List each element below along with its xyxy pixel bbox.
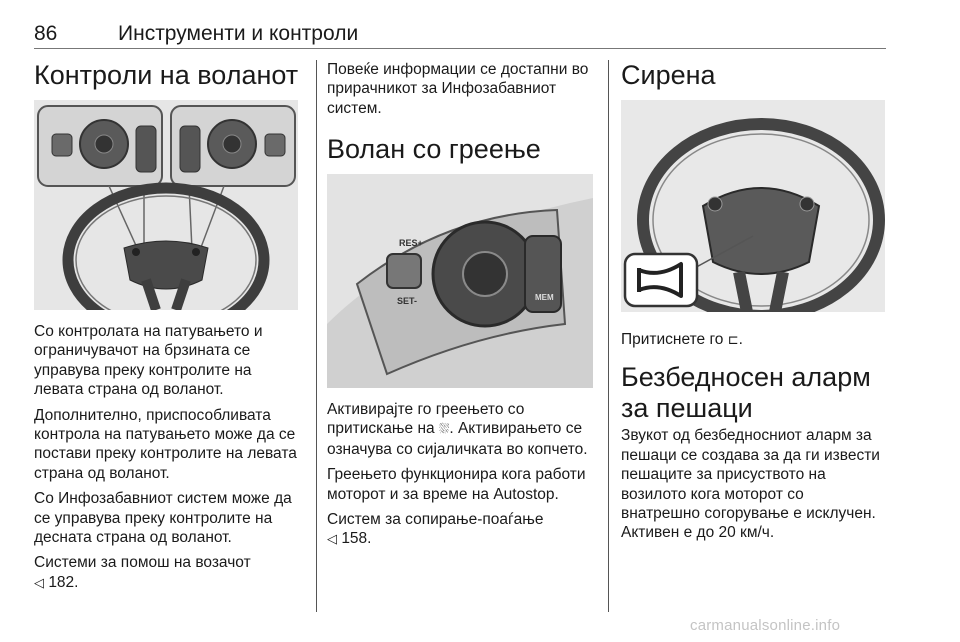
page-number: 86 xyxy=(34,22,58,45)
section-heading-steering-controls: Контроли на воланот xyxy=(34,60,299,90)
paragraph-text: . Активирањето се означува со сијаличката во копчето. xyxy=(327,420,588,458)
steering-controls-figure xyxy=(34,100,298,310)
paragraph-text: Активирајте го греењето со притискање на xyxy=(327,401,525,438)
paragraph xyxy=(34,553,302,593)
paragraph: Звукот од безбедносниот аларм за пешаци се создава за да ги извести пешаците за присуството на возилото кога моторот со внатрешно согорување е исклучен. Активен е до 20 км/ч. xyxy=(621,427,880,542)
paragraph: Со Инфозабавниот систем може да се управува преку контролите на десната страна од воланот. xyxy=(34,490,292,547)
cross-reference-label: Системи за помош на возачот xyxy=(34,554,251,572)
paragraph: Дополнително, приспособливата контрола на патувањето може да се постави преку контролите на левата страна од воланот. xyxy=(34,406,297,482)
paragraph xyxy=(327,400,597,459)
horn-icon: ⊏ xyxy=(727,333,739,348)
heated-steering-wheel-icon: ⛆ xyxy=(438,422,450,438)
column-1 xyxy=(34,60,300,91)
paragraph-text: . xyxy=(738,331,743,348)
section-heading-horn: Сирена xyxy=(621,60,716,90)
section-heading-pedestrian-alarm: Безбедносен аларм за пешаци xyxy=(621,362,871,424)
horn-figure xyxy=(621,100,885,312)
paragraph: Со контролата на патувањето и ограничувачот на брзината се управува преку контролите на левата страна од воланот. xyxy=(34,323,263,399)
paragraph: Повеќе информации се достапни во прирачникот за Инфозабавниот систем. xyxy=(327,61,589,117)
page-link[interactable]: 182. xyxy=(48,573,79,591)
column-1-body xyxy=(34,322,302,599)
section-heading-heated-wheel: Волан со греење xyxy=(327,134,541,165)
paragraph: Греењето функционира кога работи моторот и за време на Autostop. xyxy=(327,466,586,503)
res-label: RES+ xyxy=(399,238,423,248)
paragraph xyxy=(621,330,887,350)
heated-wheel-figure xyxy=(327,174,593,388)
column-2-body xyxy=(327,400,597,556)
header-rule xyxy=(34,48,886,49)
column-2 xyxy=(327,60,593,165)
watermark: carmanualsonline.info xyxy=(690,617,841,634)
column-3 xyxy=(621,60,887,91)
page-link[interactable]: 158. xyxy=(341,530,372,548)
paragraph xyxy=(327,510,597,550)
arrow-ref-icon: ◁ xyxy=(34,575,44,591)
mem-label: MEM xyxy=(535,293,554,302)
column-divider xyxy=(608,60,609,612)
cross-reference-label: Систем за сопирање-поаѓање xyxy=(327,511,544,529)
column-divider xyxy=(316,60,317,612)
arrow-ref-icon: ◁ xyxy=(327,532,337,548)
chapter-title: Инструменти и контроли xyxy=(118,22,359,45)
column-3-body xyxy=(621,330,887,549)
paragraph-text: Притиснете го xyxy=(621,331,724,348)
set-label: SET- xyxy=(397,296,418,306)
